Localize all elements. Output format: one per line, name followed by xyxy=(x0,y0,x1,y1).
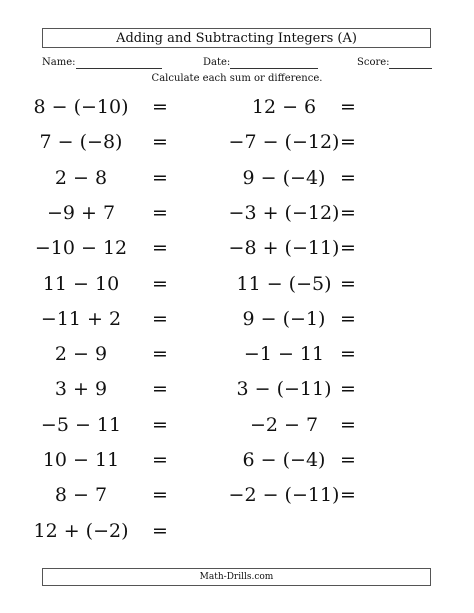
problem-item xyxy=(0,448,474,472)
equals-sign: = xyxy=(152,96,168,118)
equals-sign: = xyxy=(340,484,356,507)
problem-item xyxy=(0,413,474,437)
problem-expression: −8 + (−11) xyxy=(228,237,340,260)
problem-item xyxy=(0,342,474,366)
problem-expression: 3 − (−11) xyxy=(236,378,332,401)
name-label: Name: xyxy=(42,57,76,68)
equals-sign: = xyxy=(340,237,356,260)
problem-expression: 11 − (−5) xyxy=(236,272,332,295)
equals-sign: = xyxy=(152,201,168,224)
problem-expression: 2 − 9 xyxy=(54,343,108,366)
problem-expression: −2 − (−11) xyxy=(228,484,340,507)
equals-sign: = xyxy=(340,343,356,366)
problem-expression: 12 − 6 xyxy=(251,96,317,118)
score-label: Score: xyxy=(357,57,390,68)
equals-sign: = xyxy=(152,413,168,436)
problem-expression: 8 − (−10) xyxy=(33,96,129,118)
equals-sign: = xyxy=(340,166,356,189)
name-underline xyxy=(76,68,162,69)
equals-sign: = xyxy=(152,449,168,471)
worksheet-title xyxy=(42,28,431,48)
date-underline xyxy=(230,68,318,69)
problem-expression: −5 − 11 xyxy=(40,413,122,436)
equals-sign: = xyxy=(152,237,168,260)
date-label: Date: xyxy=(203,57,231,68)
problem-item xyxy=(0,236,474,260)
instructions: Calculate each sum or difference. xyxy=(151,73,323,84)
equals-sign: = xyxy=(152,484,168,507)
problem-item xyxy=(0,166,474,190)
problem-expression: 8 − 7 xyxy=(54,484,108,507)
equals-sign: = xyxy=(152,343,168,366)
equals-sign: = xyxy=(340,201,356,224)
equals-sign: = xyxy=(340,449,356,471)
equals-sign: = xyxy=(152,166,168,189)
equals-sign: = xyxy=(152,519,168,542)
equals-sign: = xyxy=(340,96,356,118)
problem-expression: −7 − (−12) xyxy=(228,131,340,154)
problem-item xyxy=(0,130,474,154)
problem-expression: −3 + (−12) xyxy=(228,201,340,224)
problem-item xyxy=(0,377,474,401)
equals-sign: = xyxy=(340,272,356,295)
problem-expression: −1 − 11 xyxy=(243,343,325,366)
problem-item xyxy=(0,95,474,119)
problem-expression: −11 + 2 xyxy=(40,307,122,330)
score-underline xyxy=(389,68,432,69)
problem-item xyxy=(0,519,474,543)
problem-item xyxy=(0,483,474,507)
problem-expression: 9 − (−4) xyxy=(242,166,326,189)
footer xyxy=(42,568,431,586)
equals-sign: = xyxy=(340,307,356,330)
equals-sign: = xyxy=(340,413,356,436)
problem-expression: −10 − 12 xyxy=(34,237,128,260)
problem-expression: 12 + (−2) xyxy=(33,519,129,542)
problem-item xyxy=(0,272,474,296)
problem-expression: 7 − (−8) xyxy=(39,131,123,154)
equals-sign: = xyxy=(152,131,168,154)
problem-expression: 10 − 11 xyxy=(42,449,120,471)
problem-expression: −2 − 7 xyxy=(249,413,319,436)
problem-expression: 9 − (−1) xyxy=(242,307,326,330)
footer-text: Math-Drills.com xyxy=(199,572,274,582)
equals-sign: = xyxy=(152,378,168,401)
problem-expression: 6 − (−4) xyxy=(242,449,326,471)
equals-sign: = xyxy=(340,131,356,154)
equals-sign: = xyxy=(340,378,356,401)
problem-expression: 11 − 10 xyxy=(42,272,120,295)
equals-sign: = xyxy=(152,272,168,295)
problem-expression: −9 + 7 xyxy=(46,201,116,224)
problem-item xyxy=(0,307,474,331)
problem-expression: 2 − 8 xyxy=(54,166,108,189)
problem-expression: 3 + 9 xyxy=(54,378,108,401)
worksheet-title-text: Adding and Subtracting Integers (A) xyxy=(116,30,357,46)
problem-item xyxy=(0,201,474,225)
equals-sign: = xyxy=(152,307,168,330)
